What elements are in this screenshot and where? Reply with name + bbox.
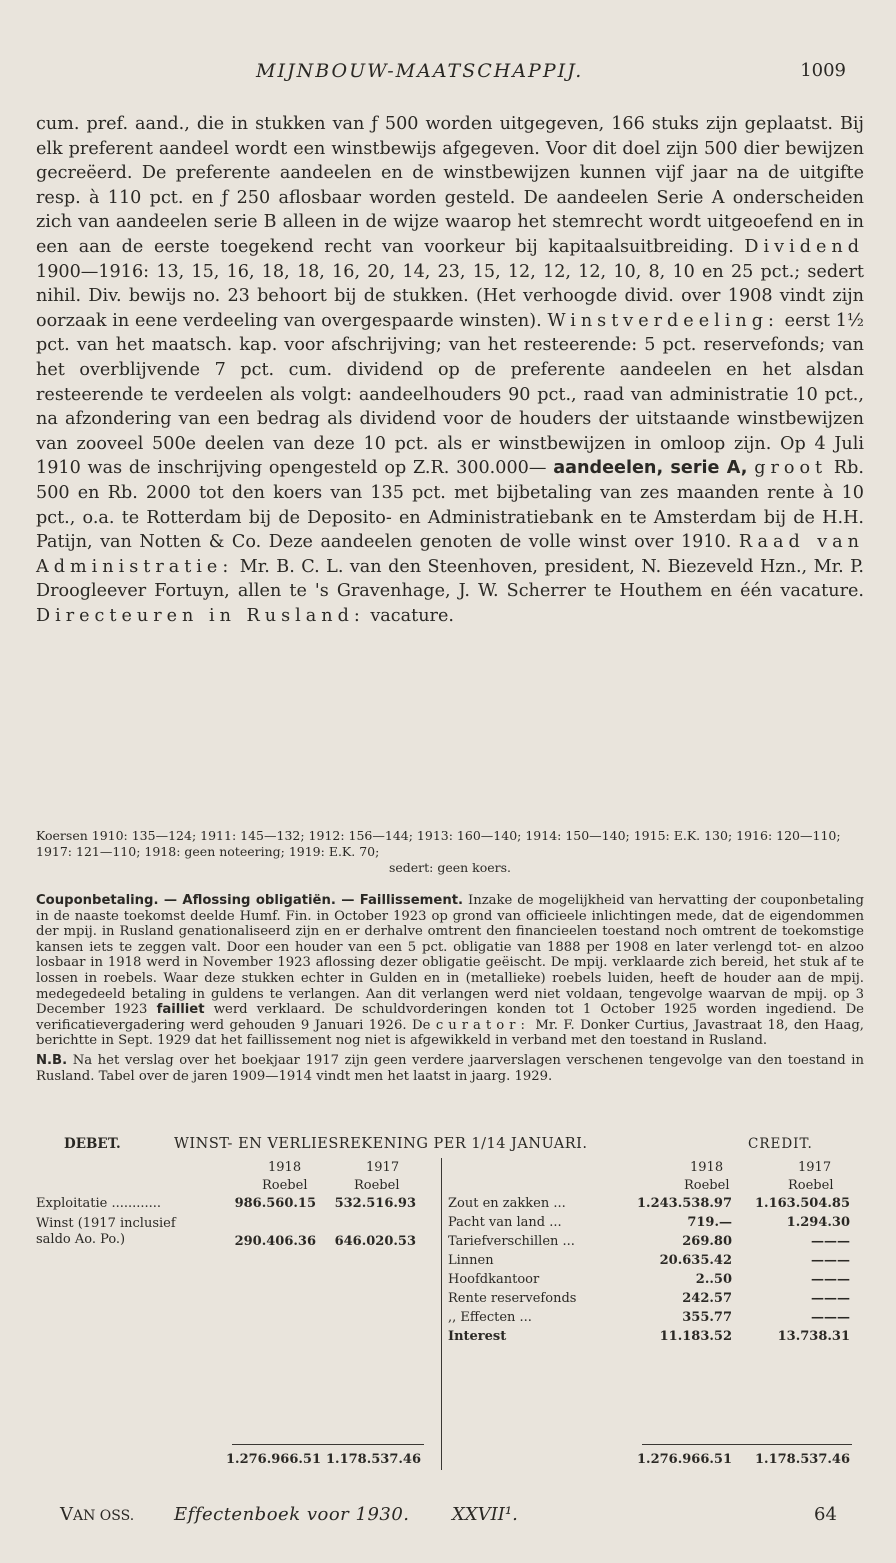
credit-row-value-1917: ——— bbox=[811, 1234, 850, 1249]
credit-year-1918: 1918 bbox=[690, 1160, 724, 1175]
text-segment: Na het verslag over het boekjaar 1917 zijn geen verdere jaarverslagen verschenen tengevolge van den toestand in Rusland. Tabel over de jaren 1909—1914 vindt men het laatst in jaarg. 1929. bbox=[36, 1053, 864, 1084]
credit-row-value-1918: 719.— bbox=[687, 1215, 732, 1230]
credit-row-value-1918: 2..50 bbox=[695, 1272, 732, 1287]
credit-row-value-1918: 355.77 bbox=[682, 1310, 732, 1325]
debet-row-value-1918: 290.406.36 bbox=[234, 1234, 316, 1249]
nb-paragraph bbox=[36, 1053, 864, 1084]
credit-year-1917: 1917 bbox=[798, 1160, 832, 1175]
credit-row-value-1917: 1.163.504.85 bbox=[755, 1196, 850, 1211]
text-segment: cum. pref. aand., die in stukken van ƒ 500 worden uitgegeven, 166 stuks zijn geplaatst. Bij elk preferent aandeel wordt een winstbewijs afgegeven. Voor dit doel zijn 500 dier bewijzen gecreëerd. De preferente aandeelen en de winstbewijzen kunnen vijf jaar na de uitgifte resp. à 110 pct. en ƒ 250 aflosbaar worden gesteld. De aandeelen Serie A onderscheiden zich van aandeelen serie B alleen in de wijze waarop het stemrecht wordt uitgeoefend en in een aan de eerste toegekend recht van voorkeur bij kapitaalsuitbreiding. bbox=[36, 114, 864, 257]
footer-number: 64 bbox=[814, 1504, 837, 1525]
aandeelen-label: aandeelen, serie A, bbox=[553, 458, 748, 479]
footer-volume: XXVII¹. bbox=[452, 1504, 518, 1525]
credit-row-value-1917: 13.738.31 bbox=[777, 1329, 850, 1344]
debet-year-1917: 1917 bbox=[366, 1160, 400, 1175]
credit-unit-1918: Roebel bbox=[684, 1178, 730, 1193]
credit-row-value-1918: 1.243.538.97 bbox=[637, 1196, 732, 1211]
text-segment: Mr. F. Donker Curtius, Javastraat 18, den Haag, berichtte in Sept. 1929 dat het faillissement nog niet is afgewikkeld in verband met den toestand in Rusland. bbox=[36, 1017, 864, 1049]
author-rest: AN OSS. bbox=[73, 1508, 135, 1524]
debet-row-value-1917: 532.516.93 bbox=[334, 1196, 416, 1211]
credit-row-label: Linnen bbox=[448, 1253, 494, 1268]
coupon-note bbox=[36, 893, 864, 1049]
credit-row-value-1918: 242.57 bbox=[682, 1291, 732, 1306]
debet-row-label: Winst (1917 inclusief saldo Ao. Po.) bbox=[36, 1216, 176, 1247]
main-paragraph bbox=[36, 112, 864, 628]
credit-row-label: Zout en zakken ... bbox=[448, 1196, 566, 1211]
debet-row-value-1918: 986.560.15 bbox=[234, 1196, 316, 1211]
author-initial: V bbox=[60, 1504, 73, 1525]
debet-row-label: Exploitatie ............ bbox=[36, 1196, 162, 1211]
groot-label: groot bbox=[754, 458, 828, 479]
credit-total-1918: 1.276.966.51 bbox=[637, 1452, 732, 1467]
coupon-paragraph bbox=[36, 893, 864, 1049]
nb-note bbox=[36, 1053, 864, 1084]
dividend-label: Dividend bbox=[744, 236, 864, 257]
running-title: MIJNBOUW-MAATSCHAPPIJ. bbox=[256, 60, 584, 82]
credit-total-1917: 1.178.537.46 bbox=[755, 1452, 850, 1467]
text-segment: 1900—1916: 13, 15, 16, 18, 18, 16, 20, 14, 23, 15, 12, 12, 12, 10, 8, 10 en 25 pct.; sedert nihil. Div. bewijs no. 23 behoort bij de stukken. (Het verhoogde divid. over 1908 vindt zijn oorzaak in eene verdeeling van overgespaarde winsten). bbox=[36, 261, 864, 331]
page-number: 1009 bbox=[800, 60, 846, 81]
debet-label: DEBET. bbox=[64, 1136, 121, 1152]
table-title: WINST- EN VERLIESREKENING PER 1/14 JANUARI. bbox=[174, 1136, 588, 1152]
page-footer bbox=[0, 1504, 896, 1534]
coupon-heading: Couponbetaling. — Aflossing obligatiën. — Faillissement. bbox=[36, 893, 464, 908]
credit-row-value-1917: ——— bbox=[811, 1310, 850, 1325]
text-segment: vacature. bbox=[364, 605, 454, 626]
koersen-section bbox=[36, 828, 864, 876]
credit-row-value-1918: 20.635.42 bbox=[659, 1253, 732, 1268]
winstverdeeling-label: Winstverdeeling: bbox=[547, 310, 779, 331]
credit-row-value-1918: 11.183.52 bbox=[659, 1329, 732, 1344]
debet-year-1918: 1918 bbox=[268, 1160, 302, 1175]
running-header bbox=[0, 60, 896, 90]
footer-book-title: Effectenboek voor 1930. bbox=[174, 1504, 410, 1525]
credit-row-value-1917: ——— bbox=[811, 1272, 850, 1287]
company-description bbox=[36, 112, 864, 628]
koersen-line-2: sedert: geen koers. bbox=[388, 860, 512, 875]
credit-row-value-1917: 1.294.30 bbox=[786, 1215, 850, 1230]
credit-row-value-1918: 269.80 bbox=[682, 1234, 732, 1249]
directeuren-label: Directeuren in Rusland: bbox=[36, 605, 365, 626]
profit-loss-table bbox=[36, 1122, 864, 1492]
raad-label: Raad van Administratie: bbox=[36, 532, 864, 577]
credit-unit-1917: Roebel bbox=[788, 1178, 834, 1193]
failliet-label: failliet bbox=[156, 1002, 205, 1018]
text-segment: Inzake de mogelijkheid van hervatting der couponbetaling in de naaste toekomst deelde Humf. Fin. in October 1923 op grond van officieele inlichtingen mede, dat de eigendommen der mpij. in Rusland genationaliseerd zijn en er derhalve omtrent den financieelen toestand noch omtrent de toekomstige kansen iets te zeggen valt. Door een houder van een 5 pct. obligatie van 1888 per 1908 en later verlengd tot- en alzoo losbaar in 1918 werd in November 1923 aflossing dezer obligatie geëischt. De mpij. verklaarde zich bereid, het stuk af te lossen in roebels. Waar deze stukken echter in Gulden en in (metallieke) roebels luiden, heeft de houder aan de mpij. medegedeeld betaling in guldens te verlangen. Aan dit verlangen werd niet voldaan, tengevolge waarvan de mpij. op 3 December 1923 bbox=[36, 893, 864, 1018]
curator-label: curator: bbox=[435, 1017, 530, 1033]
text-segment: Mr. B. C. L. van den Steenhoven, president, N. Biezeveld Hzn., Mr. P. Droogleever Fortuyn, allen te 's Gravenhage, J. W. Scherrer te Houthem en één vacature. bbox=[36, 556, 864, 602]
text-segment: werd verklaard. De schuldvorderingen konden tot 1 October 1925 worden ingediend. De verificatievergadering werd gehouden 9 Januari 1926. De bbox=[36, 1002, 864, 1033]
credit-row-label: Rente reservefonds bbox=[448, 1291, 577, 1306]
credit-row-label: Tariefverschillen ... bbox=[448, 1234, 575, 1249]
credit-row-value-1917: ——— bbox=[811, 1291, 850, 1306]
credit-row-label: ,, Effecten ... bbox=[448, 1310, 532, 1325]
debet-unit-1918: Roebel bbox=[262, 1178, 308, 1193]
debet-total-1917: 1.178.537.46 bbox=[326, 1452, 421, 1467]
debet-row-value-1917: 646.020.53 bbox=[334, 1234, 416, 1249]
credit-total-rule bbox=[642, 1444, 852, 1445]
credit-row-label: Interest bbox=[448, 1329, 507, 1344]
text-segment: Rb. 500 en Rb. 2000 tot den koers van 135 pct. met bijbetaling van zes maanden rente à 10 pct., o.a. te Rotterdam bij de Deposito- en Administratiebank en te Amsterdam bij de H.H. Patijn, van Notten & Co. Deze aandeelen genoten de volle winst over 1910. bbox=[36, 458, 865, 553]
debet-total-rule bbox=[232, 1444, 424, 1445]
footer-author bbox=[60, 1504, 134, 1525]
text-segment: eerst 1½ pct. van het maatsch. kap. voor afschrijving; van het resteerende: 5 pct. reservefonds; van het overblijvende 7 pct. cum. dividend op de preferente aandeelen en het alsdan resteerende te verdeelen als volgt: aandeelhouders 90 pct., raad van administratie 10 pct., na afzondering van een bedrag als dividend voor de houders der uitstaande winstbewijzen van zooveel 500e deelen van deze 10 pct. als er winstbewijzen in omloop zijn. Op 4 Juli 1910 was de inschrijving opengesteld op Z.R. 300.000— bbox=[36, 310, 864, 479]
nb-label: N.B. bbox=[36, 1053, 68, 1068]
column-divider bbox=[441, 1158, 442, 1470]
credit-label: CREDIT. bbox=[748, 1136, 813, 1152]
credit-row-label: Hoofdkantoor bbox=[448, 1272, 540, 1287]
koersen-line: Koersen 1910: 135—124; 1911: 145—132; 1912: 156—144; 1913: 160—140; 1914: 150—140; 1915: E.K. 130; 1916: 120—110; 1917: 121—110; 1918: geen noteering; 1919: E.K. 70; bbox=[36, 828, 841, 859]
debet-total-1918: 1.276.966.51 bbox=[226, 1452, 321, 1467]
credit-row-label: Pacht van land ... bbox=[448, 1215, 562, 1230]
credit-row-value-1917: ——— bbox=[811, 1253, 850, 1268]
debet-unit-1917: Roebel bbox=[354, 1178, 400, 1193]
